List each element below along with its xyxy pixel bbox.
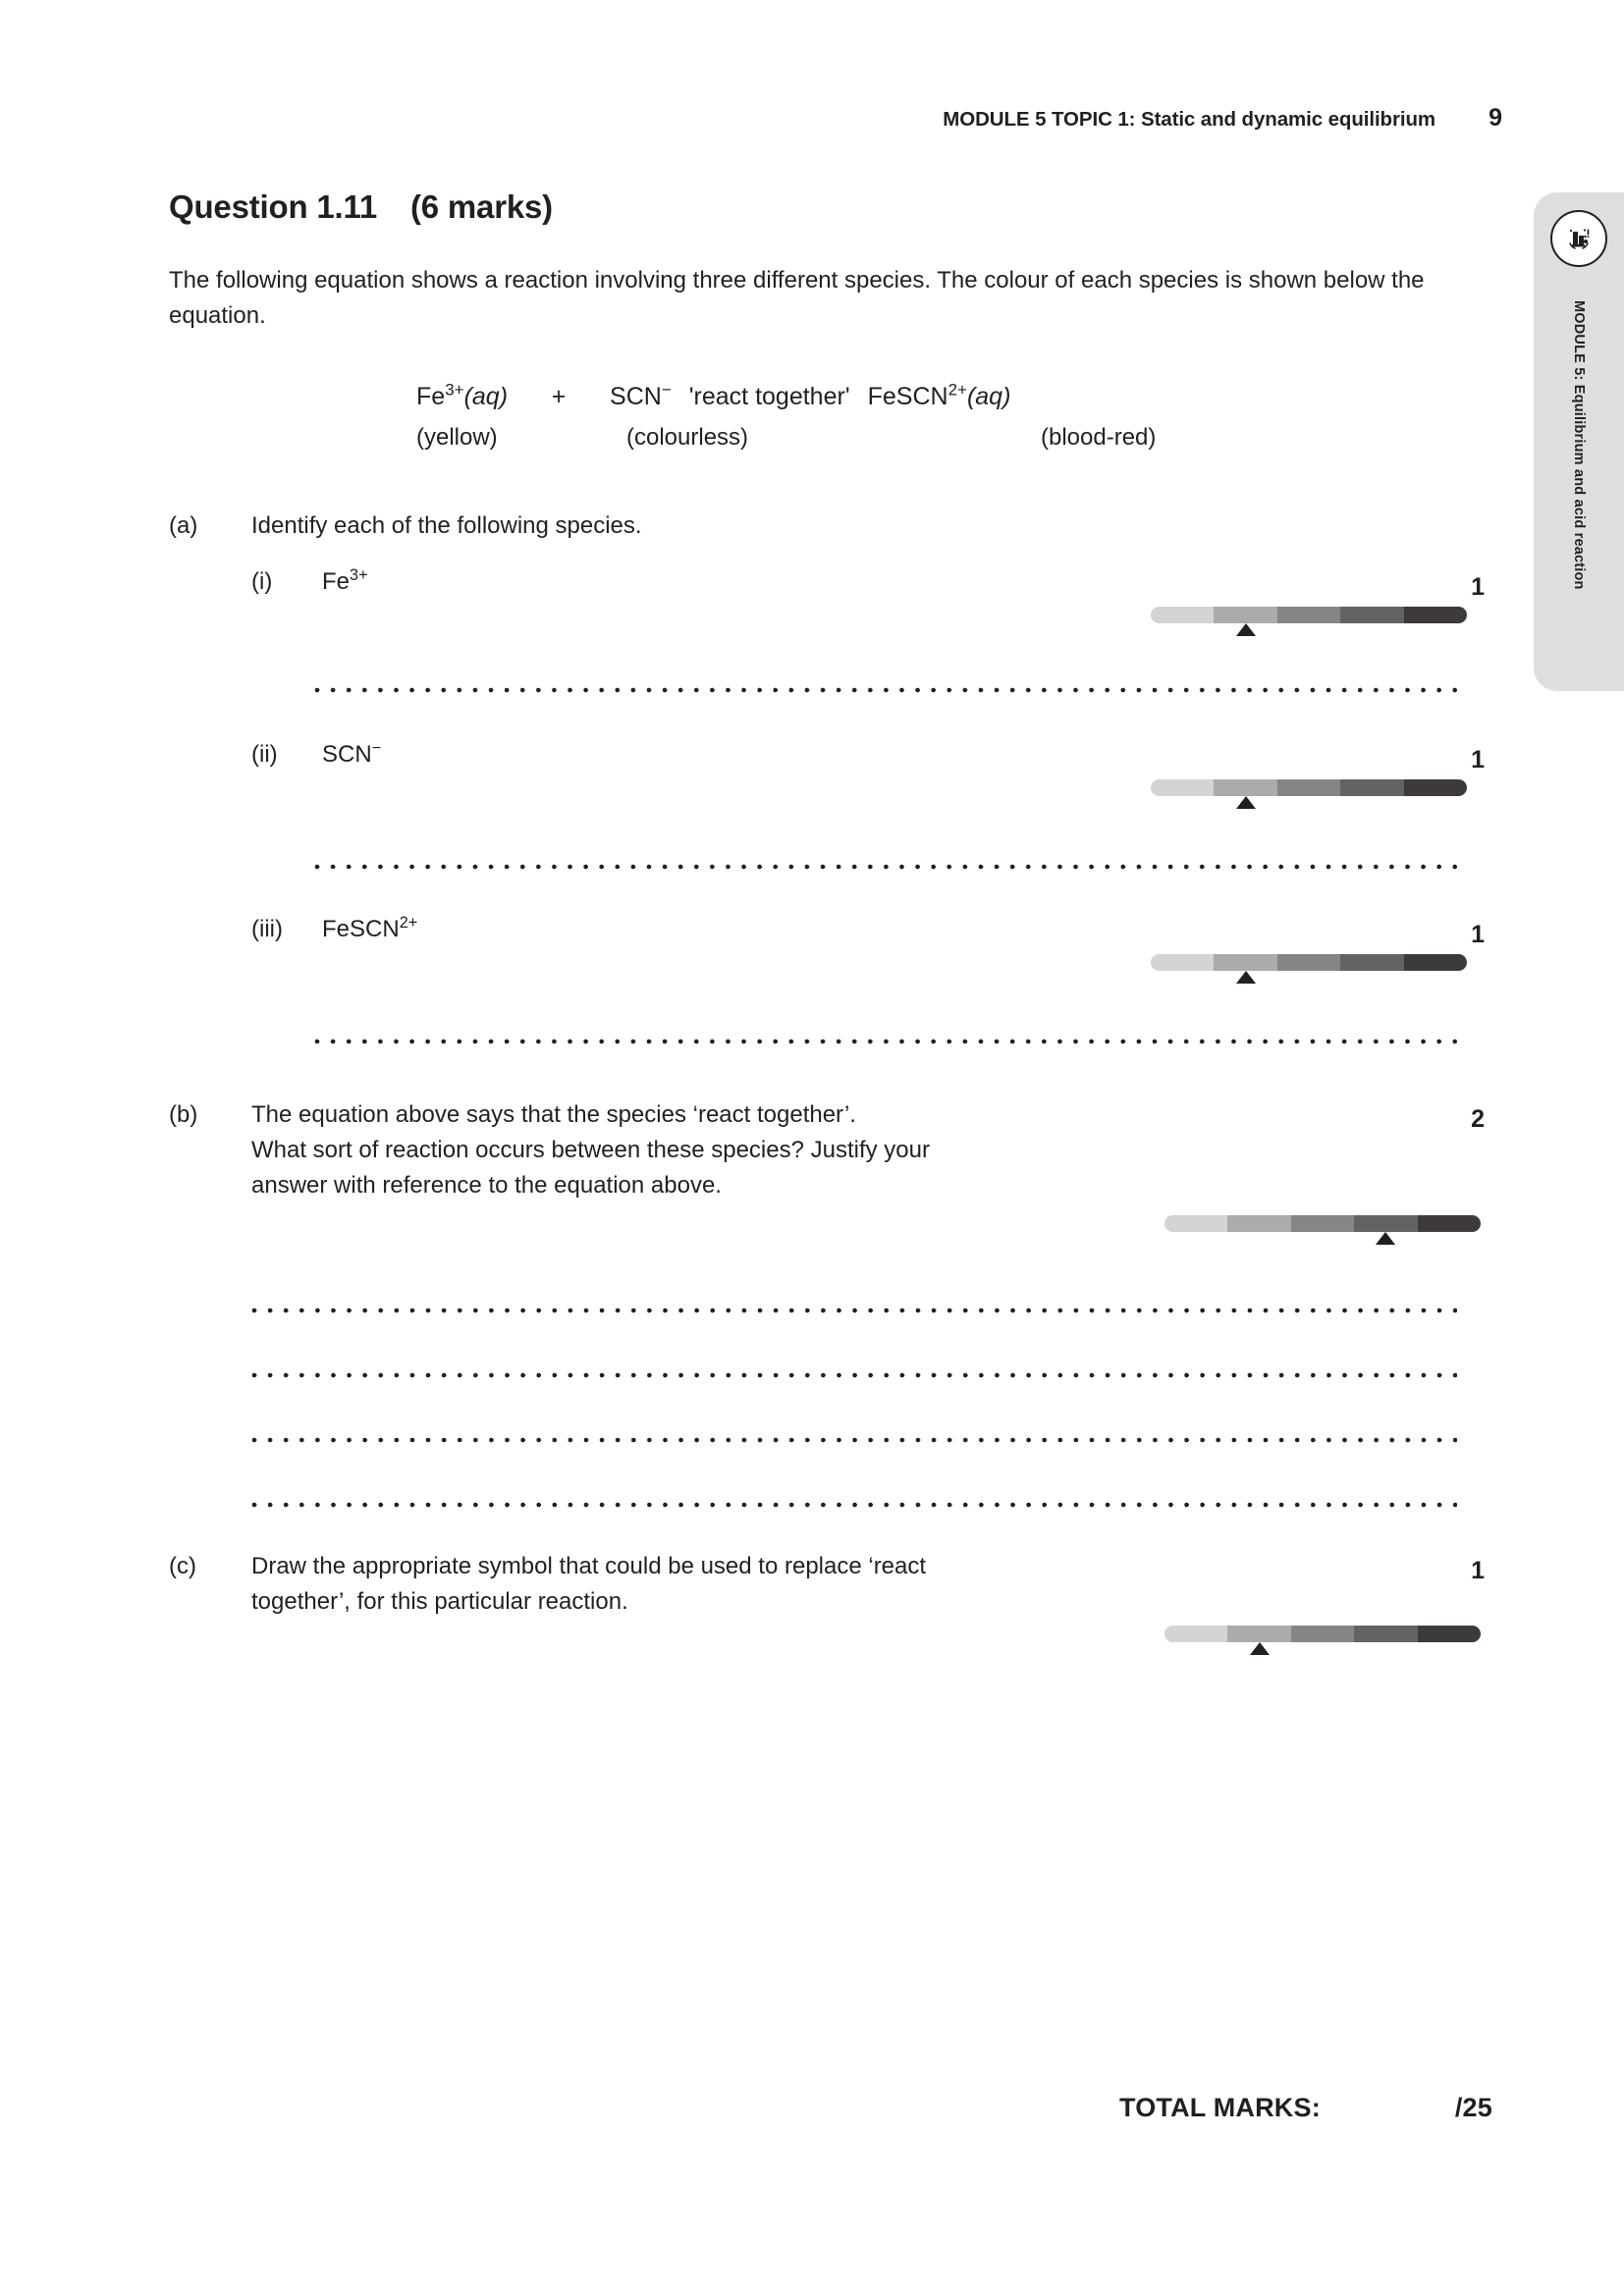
difficulty-segment — [1214, 607, 1276, 623]
part-b-line-2: What sort of reaction occurs between these species? Justify your — [251, 1137, 930, 1163]
part-b-marks: 2 — [1471, 1105, 1485, 1133]
difficulty-track — [1164, 1626, 1481, 1642]
subpart-a-iii-label: (iii) — [251, 916, 283, 942]
subpart-a-i-label: (i) — [251, 568, 273, 595]
difficulty-segment — [1340, 954, 1403, 971]
colour-reactant-1: (yellow) — [416, 424, 498, 451]
side-tab-label-wrap — [1534, 300, 1624, 673]
subpart-a-iii-species: FeSCN$^{2+}$ — [322, 914, 418, 942]
page-number: 9 — [1489, 104, 1502, 132]
difficulty-marker — [1376, 1232, 1395, 1245]
difficulty-segment — [1404, 954, 1467, 971]
difficulty-segment — [1164, 1215, 1227, 1232]
question-marks: (6 marks) — [409, 188, 553, 225]
flask-icon — [1550, 210, 1607, 267]
colour-reactant-2: (colourless) — [626, 424, 749, 451]
answer-line[interactable] — [314, 1039, 1457, 1044]
answer-line[interactable] — [314, 687, 1457, 693]
equation-reactant-1: Fe — [416, 383, 446, 410]
side-tab-label: MODULE 5: Equilibrium and acid reaction — [1571, 300, 1587, 590]
chemical-equation — [416, 380, 1011, 411]
part-a-text: Identify each of the following species. — [251, 512, 642, 539]
answer-line[interactable] — [251, 1372, 1457, 1378]
difficulty-segment — [1214, 779, 1276, 796]
part-c-marks: 1 — [1471, 1557, 1485, 1584]
page-title — [169, 188, 553, 226]
difficulty-segment — [1354, 1215, 1417, 1232]
subpart-a-i — [251, 565, 368, 599]
part-a-label: (a) — [169, 512, 198, 539]
difficulty-marker — [1236, 796, 1256, 809]
equation-relation: 'react together' — [688, 383, 850, 410]
answer-line[interactable] — [251, 1437, 1457, 1443]
equation-reactant-1-charge: 3+ — [445, 380, 464, 400]
subpart-a-ii-species: SCN− — [322, 739, 382, 768]
difficulty-segment — [1354, 1626, 1417, 1642]
difficulty-segment — [1291, 1626, 1354, 1642]
difficulty-bar-a-i — [1151, 607, 1467, 623]
equation-colours — [416, 424, 1156, 452]
difficulty-bar-a-iii — [1151, 954, 1467, 971]
question-intro: The following equation shows a reaction involving three different species. The colour of each species is shown below the equation. — [169, 267, 1425, 329]
difficulty-segment — [1404, 607, 1467, 623]
part-c-line-1: Draw the appropriate symbol that could be used to replace ‘react — [251, 1553, 927, 1579]
difficulty-segment — [1277, 779, 1340, 796]
equation-reactant-2: SCN — [610, 383, 662, 410]
subpart-a-i-marks: 1 — [1471, 573, 1485, 601]
total-marks-row — [1119, 2093, 1492, 2123]
difficulty-segment — [1277, 607, 1340, 623]
total-marks-label: TOTAL MARKS: — [1119, 2093, 1321, 2122]
subpart-a-ii-marks: 1 — [1471, 746, 1485, 774]
difficulty-marker — [1236, 971, 1256, 984]
part-c-label: (c) — [169, 1553, 196, 1579]
part-a — [169, 508, 642, 544]
answer-line[interactable] — [314, 864, 1457, 870]
part-b-line-3: answer with reference to the equation above. — [251, 1172, 722, 1199]
difficulty-marker — [1236, 623, 1256, 636]
equation-product-state: (aq) — [966, 383, 1011, 410]
difficulty-segment — [1227, 1215, 1290, 1232]
difficulty-segment — [1227, 1626, 1290, 1642]
difficulty-bar-c — [1164, 1626, 1481, 1642]
difficulty-track — [1151, 607, 1467, 623]
part-b-label: (b) — [169, 1101, 198, 1128]
difficulty-segment — [1340, 607, 1403, 623]
difficulty-track — [1151, 779, 1467, 796]
part-c — [169, 1549, 926, 1620]
difficulty-segment — [1340, 779, 1403, 796]
page-header — [0, 104, 1502, 133]
equation-reactant-1-state: (aq) — [463, 383, 509, 410]
subpart-a-iii — [251, 913, 417, 946]
difficulty-track — [1151, 954, 1467, 971]
equation-reactant-2-charge: − — [661, 380, 672, 400]
question-number: Question 1.11 — [169, 188, 377, 225]
header-module-topic: MODULE 5 TOPIC 1: Static and dynamic equilibrium — [943, 108, 1435, 131]
total-marks-value: /25 — [1454, 2093, 1492, 2122]
side-module-tab[interactable] — [1534, 192, 1624, 691]
difficulty-bar-a-ii — [1151, 779, 1467, 796]
difficulty-marker — [1250, 1642, 1270, 1655]
difficulty-segment — [1404, 779, 1467, 796]
difficulty-segment — [1418, 1626, 1481, 1642]
answer-line[interactable] — [251, 1502, 1457, 1508]
part-b-line-1: The equation above says that the species ‘react together’. — [251, 1101, 856, 1128]
difficulty-segment — [1214, 954, 1276, 971]
difficulty-segment — [1291, 1215, 1354, 1232]
equation-product-charge: 2+ — [947, 380, 967, 400]
equation-plus: + — [551, 383, 567, 410]
part-c-text — [251, 1549, 926, 1620]
colour-product: (blood-red) — [1041, 424, 1157, 451]
part-b-text — [251, 1097, 930, 1203]
equation-product: FeSCN — [867, 383, 948, 410]
difficulty-segment — [1164, 1626, 1227, 1642]
difficulty-track — [1164, 1215, 1481, 1232]
difficulty-segment — [1151, 607, 1214, 623]
part-c-line-2: together’, for this particular reaction. — [251, 1588, 628, 1615]
answer-line[interactable] — [251, 1308, 1457, 1313]
subpart-a-iii-marks: 1 — [1471, 921, 1485, 948]
difficulty-segment — [1151, 954, 1214, 971]
difficulty-segment — [1277, 954, 1340, 971]
subpart-a-i-species: $Fe^{3+}$ — [322, 566, 368, 595]
difficulty-segment — [1151, 779, 1214, 796]
difficulty-bar-b — [1164, 1215, 1481, 1232]
subpart-a-ii-label: (ii) — [251, 741, 278, 768]
part-b — [169, 1097, 930, 1203]
difficulty-segment — [1418, 1215, 1481, 1232]
subpart-a-ii — [251, 738, 381, 772]
